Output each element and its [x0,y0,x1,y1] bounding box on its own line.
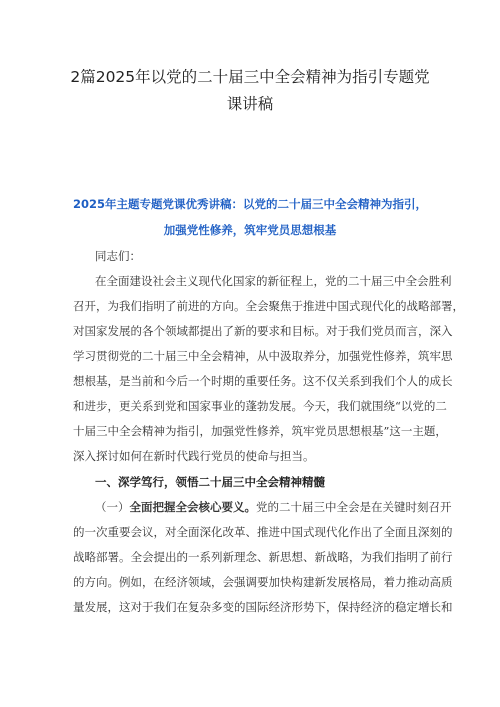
paragraph-line: 量发展，这对于我们在复杂多变的国际经济形势下，保持经济的稳定增长和 [73,600,453,614]
section-heading: 一、深学笃行，领悟二十届三中全会精神精髓 [95,475,325,489]
subsection-first-line [95,499,452,515]
paragraph-line: 的一次重要会议，对全面深化改革、推进中国式现代化作出了全面且深刻的 [73,525,453,539]
paragraph-line: 战略部署。全会提出的一系列新理念、新思想、新战略，为我们指明了前行 [73,550,453,564]
salutation: 同志们： [95,249,141,263]
paragraph-line: 召开，为我们指明了前进的方向。全会聚焦于推进中国式现代化的战略部署， [73,299,464,313]
subtitle-line-2: 加强党性修养，筑牢党员思想根基 [163,223,337,237]
paragraph-line: 学习贯彻党的二十届三中全会精神，从中汲取养分，加强党性修养，筑牢思 [73,349,453,363]
paragraph-line: 深入探讨如何在新时代践行党员的使命与担当。 [73,449,315,463]
paragraph-line: 在全面建设社会主义现代化国家的新征程上，党的二十届三中全会胜利 [95,274,452,288]
paragraph-line: 十届三中全会精神为指引，加强党性修养，筑牢党员思想根基”这一主题， [73,424,447,438]
document-title [60,64,440,118]
title-line-2: 课讲稿 [226,95,274,113]
subsection-label: （一） [95,500,130,514]
title-line-1: 2篇2025年以党的二十届三中全会精神为指引专题党 [70,68,430,86]
paragraph-line: 和进步，更关系到党和国家事业的蓬勃发展。今天，我们就围绕“以党的二 [73,399,447,413]
paragraph-line: 的方向。例如，在经济领域，会强调要加快构建新发展格局，着力推动高质 [73,575,453,589]
subsection-bold-lead: 全面把握全会核心要义。 [129,500,256,514]
subtitle-line-1: 2025年主题专题党课优秀讲稿：以党的二十届三中全会精神为指引， [72,197,427,211]
paragraph-line: 想根基，是当前和今后一个时期的重要任务。这不仅关系到我们个人的成长 [73,374,453,388]
paragraph-line: 对国家发展的各个领域都提出了新的要求和目标。对于我们党员而言，深入 [73,324,453,338]
subsection-text: 党的二十届三中全会是在关键时刻召开 [256,500,452,514]
